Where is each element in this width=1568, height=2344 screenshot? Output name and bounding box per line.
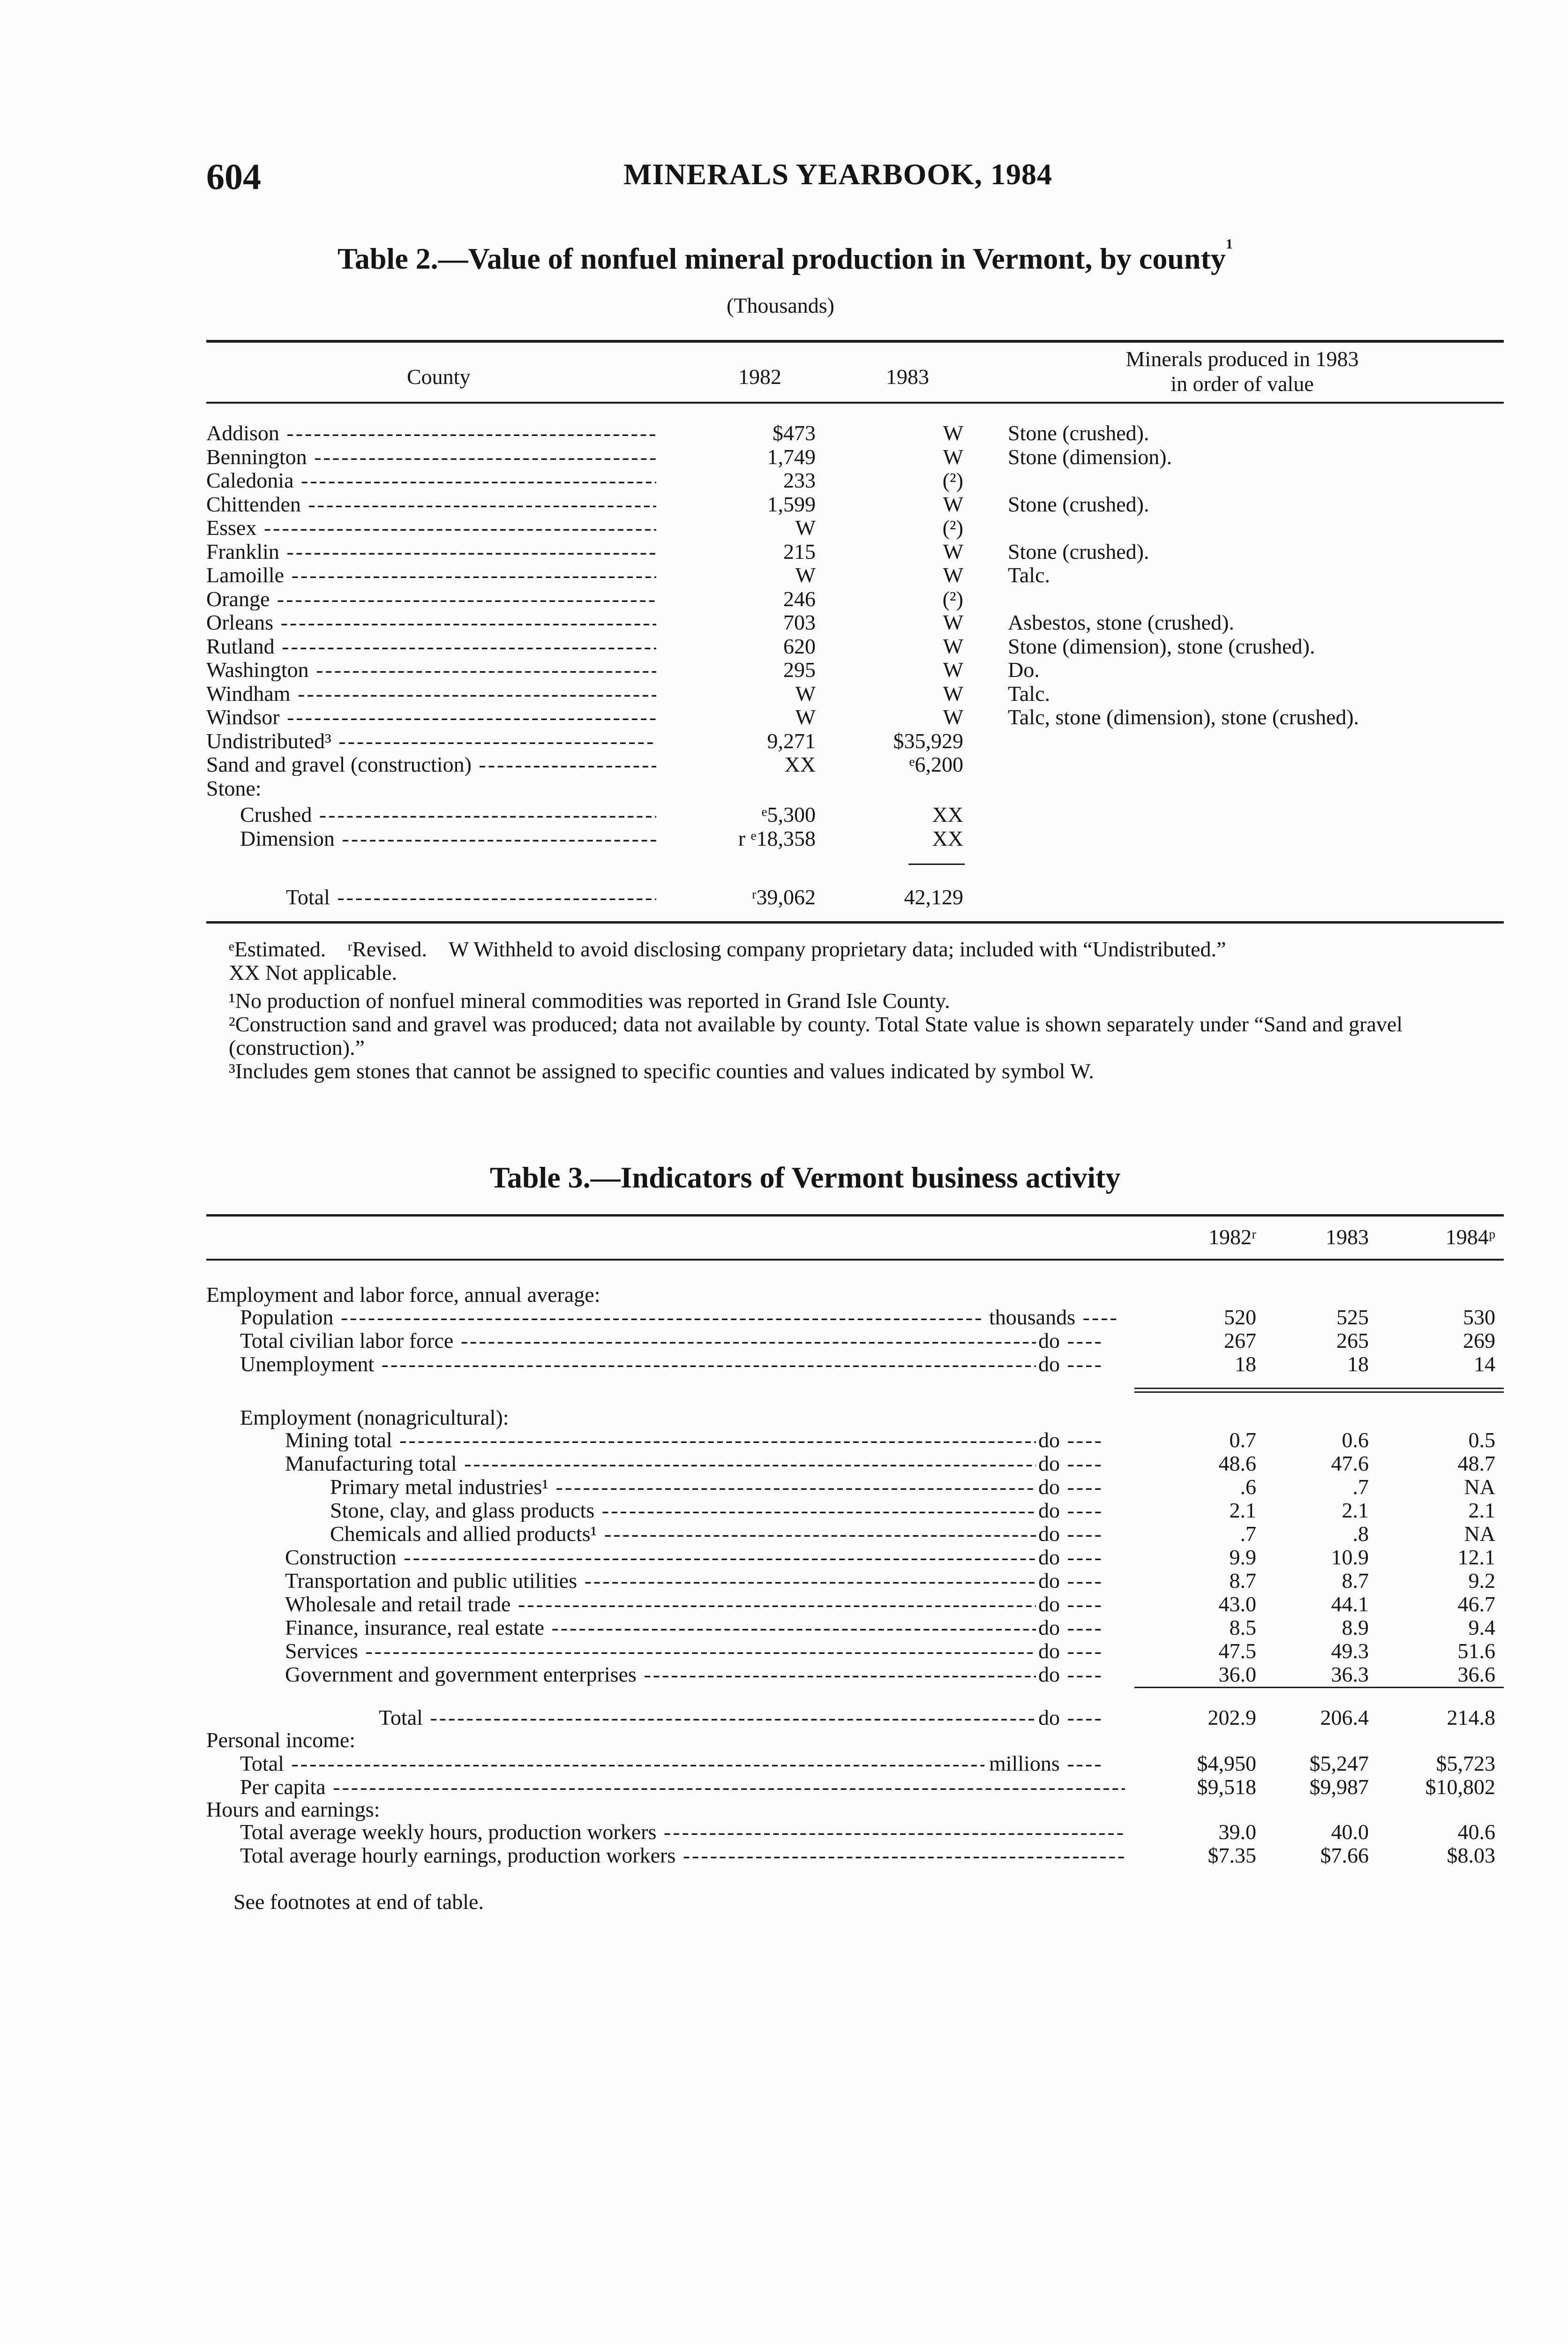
value-1983: $9,987 xyxy=(1309,1775,1369,1799)
row-unit: do ---- xyxy=(1038,1570,1103,1592)
value-1982: W xyxy=(795,563,816,587)
value-1982: 9,271 xyxy=(767,729,816,753)
row-label: Manufacturing total ----- xyxy=(285,1452,1036,1475)
value-1983: 49.3 xyxy=(1331,1639,1369,1663)
row-label: Chemicals and allied products¹ ----- xyxy=(330,1523,1036,1545)
county-label: Rutland ----- xyxy=(206,635,656,658)
row-label: Primary metal industries¹ ----- xyxy=(330,1476,1036,1498)
value-1983: W xyxy=(943,681,963,706)
value-1983: (²) xyxy=(942,516,963,540)
value-1984: 530 xyxy=(1463,1305,1495,1329)
table3-emp-rule xyxy=(1134,1687,1504,1688)
table3-header-1983: 1983 xyxy=(1326,1225,1369,1249)
value-1983: XX xyxy=(932,803,963,826)
value-1984: 14 xyxy=(1474,1352,1495,1376)
value-1982: 215 xyxy=(783,539,816,563)
value-1982: 47.5 xyxy=(1218,1639,1256,1663)
minerals-produced: Stone (crushed). xyxy=(1008,492,1149,516)
total-1983: 42,129 xyxy=(904,885,963,909)
county-label: Windham ----- xyxy=(206,683,656,705)
value-1983: W xyxy=(943,539,963,563)
see-footnotes-note: See footnotes at end of table. xyxy=(233,1890,484,1914)
value-1984: 9.4 xyxy=(1468,1615,1495,1639)
row-unit: do ---- xyxy=(1038,1640,1103,1662)
table3-header-1982: 1982ʳ xyxy=(1208,1225,1256,1249)
value-1984: 51.6 xyxy=(1457,1639,1495,1663)
value-1982: r ᵉ18,358 xyxy=(738,826,816,850)
value-1984: 2.1 xyxy=(1468,1498,1495,1522)
value-1984: $5,723 xyxy=(1436,1751,1495,1775)
value-1982: 620 xyxy=(783,634,816,658)
total-label: Total ----- xyxy=(286,886,656,909)
value-1982: .6 xyxy=(1240,1475,1256,1499)
value-1982: 2.1 xyxy=(1229,1498,1256,1522)
minerals-produced: Talc. xyxy=(1008,563,1050,587)
county-label: Sand and gravel (construction) ----- xyxy=(206,753,656,776)
minerals-produced: Stone (dimension), stone (crushed). xyxy=(1008,634,1315,658)
value-1984: 0.5 xyxy=(1468,1428,1495,1452)
value-1984: $8.03 xyxy=(1447,1843,1495,1867)
value-1982: 9.9 xyxy=(1229,1545,1256,1569)
row-label: Stone, clay, and glass products ----- xyxy=(330,1499,1036,1522)
county-label: Orleans ----- xyxy=(206,611,656,634)
row-unit: do ---- xyxy=(1038,1429,1103,1451)
value-1982: $4,950 xyxy=(1197,1751,1256,1775)
row-label: Wholesale and retail trade ----- xyxy=(285,1593,1036,1615)
total-1982: ʳ39,062 xyxy=(751,885,816,909)
value-1983: W xyxy=(943,705,963,729)
value-1984: 36.6 xyxy=(1457,1662,1495,1686)
value-1983: W xyxy=(943,634,963,658)
value-1984: 40.6 xyxy=(1457,1820,1495,1844)
row-unit: do ---- xyxy=(1038,1663,1103,1686)
footnote: ²Construction sand and gravel was produced; data not available by county. Total State value is shown separately under “Sand and gravel (construction).” xyxy=(229,1012,1403,1059)
value-1983: 2.1 xyxy=(1342,1498,1369,1522)
value-1984: 48.7 xyxy=(1457,1451,1495,1475)
value-1983: 44.1 xyxy=(1331,1592,1369,1616)
county-label: Addison ----- xyxy=(206,422,656,444)
value-1982: 520 xyxy=(1224,1305,1256,1329)
table2-header-minerals-1: Minerals produced in 1983 xyxy=(1125,347,1359,371)
row-label: Total average hourly earnings, production workers ----- xyxy=(240,1844,1125,1867)
value-1982: 8.7 xyxy=(1229,1569,1256,1593)
county-label: Lamoille ----- xyxy=(206,564,656,586)
value-1983: 47.6 xyxy=(1331,1451,1369,1475)
county-label: Crushed ----- xyxy=(240,804,656,826)
row-label: Unemployment ----- xyxy=(240,1353,1036,1375)
value-1983: W xyxy=(943,492,963,516)
row-unit: do ---- xyxy=(1038,1452,1103,1475)
county-label: Washington ----- xyxy=(206,659,656,681)
value-1982: 39.0 xyxy=(1218,1820,1256,1844)
footnote: ¹No production of nonfuel mineral commodities was reported in Grand Isle County. xyxy=(229,989,950,1013)
value-1982: 18 xyxy=(1235,1352,1256,1376)
value-1982: 233 xyxy=(783,468,816,492)
row-label: Finance, insurance, real estate ----- xyxy=(285,1616,1036,1639)
county-label: Undistributed³ ----- xyxy=(206,730,656,752)
value-1982: 703 xyxy=(783,610,816,634)
value-1983: $5,247 xyxy=(1309,1751,1369,1775)
value-1983: ᵉ6,200 xyxy=(909,752,963,776)
value-1983: W xyxy=(943,563,963,587)
county-label: Essex ----- xyxy=(206,517,656,539)
value-1982: 1,599 xyxy=(767,492,816,516)
table3-header-rule xyxy=(206,1259,1504,1261)
table3-top-rule xyxy=(206,1214,1504,1217)
minerals-produced: Stone (dimension). xyxy=(1008,444,1172,469)
value-1984: NA xyxy=(1464,1475,1495,1499)
table2-total-rule xyxy=(908,864,965,865)
value-1983: .7 xyxy=(1352,1475,1369,1499)
row-unit: thousands ---- xyxy=(989,1306,1119,1329)
footnote: ᵉEstimated. ʳRevised. W Withheld to avoid disclosing company proprietary data; included with “Undistributed.” xyxy=(229,937,1226,961)
table3-title: Table 3.—Indicators of Vermont business activity xyxy=(490,1161,1121,1194)
value-1983: $7.66 xyxy=(1320,1843,1369,1867)
row-unit: millions ---- xyxy=(989,1752,1103,1775)
row-unit: do ---- xyxy=(1038,1616,1103,1639)
table2-top-rule xyxy=(206,340,1504,343)
row-label: Transportation and public utilities ----- xyxy=(285,1570,1036,1592)
running-title: MINERALS YEARBOOK, 1984 xyxy=(623,158,1052,191)
value-1983: W xyxy=(943,421,963,445)
value-1983: 206.4 xyxy=(1320,1705,1369,1729)
table3-header-1984: 1984ᵖ xyxy=(1445,1225,1495,1249)
table2-bottom-rule xyxy=(206,921,1504,924)
value-1982: W xyxy=(795,516,816,540)
value-1983: 8.9 xyxy=(1342,1615,1369,1639)
row-label: Per capita ----- xyxy=(240,1776,1125,1798)
row-unit: do ---- xyxy=(1038,1476,1103,1498)
table3-labor-rule-2 xyxy=(1134,1391,1504,1393)
row-unit: do ---- xyxy=(1038,1706,1103,1729)
county-label: Bennington ----- xyxy=(206,446,656,468)
county-label: Orange ----- xyxy=(206,588,656,610)
value-1982: W xyxy=(795,681,816,706)
row-unit: do ---- xyxy=(1038,1546,1103,1569)
table2-header-1983: 1983 xyxy=(886,365,929,389)
value-1982: 246 xyxy=(783,586,816,611)
value-1982: 48.6 xyxy=(1218,1451,1256,1475)
table2-header-rule xyxy=(206,402,1504,404)
value-1982: .7 xyxy=(1240,1522,1256,1546)
page-number: 604 xyxy=(206,156,261,197)
value-1983: 10.9 xyxy=(1331,1545,1369,1569)
value-1983: W xyxy=(943,444,963,469)
value-1984: $10,802 xyxy=(1425,1775,1495,1799)
row-label: Population ----- xyxy=(240,1306,984,1329)
row-label: Construction ----- xyxy=(285,1546,1036,1569)
value-1982: 295 xyxy=(783,658,816,682)
row-label: Total ----- xyxy=(240,1752,984,1775)
county-label: Chittenden ----- xyxy=(206,493,656,516)
value-1982: $9,518 xyxy=(1197,1775,1256,1799)
value-1983: 8.7 xyxy=(1342,1569,1369,1593)
minerals-produced: Talc. xyxy=(1008,681,1050,706)
value-1982: $7.35 xyxy=(1208,1843,1256,1867)
value-1983: $35,929 xyxy=(893,729,963,753)
row-unit: do ---- xyxy=(1038,1330,1103,1352)
table2-header-1982: 1982 xyxy=(738,365,781,389)
table2-header-minerals-2: in order of value xyxy=(1170,372,1314,396)
minerals-produced: Stone (crushed). xyxy=(1008,539,1149,563)
value-1984: NA xyxy=(1464,1522,1495,1546)
value-1983: W xyxy=(943,610,963,634)
value-1982: 8.5 xyxy=(1229,1615,1256,1639)
section-heading: Hours and earnings: xyxy=(206,1797,380,1821)
minerals-produced: Do. xyxy=(1008,658,1040,682)
row-label: Services ----- xyxy=(285,1640,1036,1662)
row-unit: do ---- xyxy=(1038,1593,1103,1615)
section-heading: Employment (nonagricultural): xyxy=(240,1405,509,1429)
row-label: Total average weekly hours, production workers ----- xyxy=(240,1821,1125,1843)
value-1982: ᵉ5,300 xyxy=(761,803,816,826)
value-1984: 214.8 xyxy=(1447,1705,1495,1729)
value-1983: .8 xyxy=(1352,1522,1369,1546)
minerals-produced: Asbestos, stone (crushed). xyxy=(1008,610,1234,634)
footnote: ³Includes gem stones that cannot be assigned to specific counties and values indicated by symbol W. xyxy=(229,1059,1094,1083)
section-heading: Personal income: xyxy=(206,1728,356,1752)
row-label: Total civilian labor force ----- xyxy=(240,1330,1036,1352)
county-label: Windsor ----- xyxy=(206,706,656,729)
section-heading: Employment and labor force, annual average: xyxy=(206,1283,600,1307)
stone-label: Stone: xyxy=(206,776,262,800)
value-1983: 36.3 xyxy=(1331,1662,1369,1686)
row-unit: do ---- xyxy=(1038,1523,1103,1545)
value-1984: 12.1 xyxy=(1457,1545,1495,1569)
value-1983: (²) xyxy=(942,586,963,611)
value-1982: W xyxy=(795,705,816,729)
value-1984: 46.7 xyxy=(1457,1592,1495,1616)
table2-subtitle: (Thousands) xyxy=(727,293,834,317)
value-1983: 525 xyxy=(1336,1305,1369,1329)
minerals-produced: Talc, stone (dimension), stone (crushed). xyxy=(1008,705,1359,729)
value-1982: 1,749 xyxy=(767,444,816,469)
value-1983: (²) xyxy=(942,468,963,492)
county-label: Caledonia ----- xyxy=(206,469,656,492)
value-1983: 18 xyxy=(1347,1352,1369,1376)
value-1984: 269 xyxy=(1463,1329,1495,1352)
value-1982: 267 xyxy=(1224,1329,1256,1352)
value-1983: XX xyxy=(932,826,963,850)
value-1982: 43.0 xyxy=(1218,1592,1256,1616)
row-unit: do ---- xyxy=(1038,1353,1103,1375)
row-label: Mining total ----- xyxy=(285,1429,1036,1451)
value-1983: 0.6 xyxy=(1342,1428,1369,1452)
value-1984: 9.2 xyxy=(1468,1569,1495,1593)
county-label: Franklin ----- xyxy=(206,541,656,563)
value-1982: 0.7 xyxy=(1229,1428,1256,1452)
county-label: Dimension ----- xyxy=(240,827,656,850)
value-1982: $473 xyxy=(773,421,816,445)
value-1982: XX xyxy=(784,752,816,776)
row-label: Total ----- xyxy=(379,1706,1036,1729)
row-label: Government and government enterprises ----- xyxy=(285,1663,1036,1686)
footnote: XX Not applicable. xyxy=(229,961,397,984)
value-1983: 40.0 xyxy=(1331,1820,1369,1844)
table2-title: Table 2.—Value of nonfuel mineral production in Vermont, by county$^1$ xyxy=(338,236,1233,275)
value-1983: W xyxy=(943,658,963,682)
minerals-produced: Stone (crushed). xyxy=(1008,421,1149,445)
table3-labor-rule-1 xyxy=(1134,1388,1504,1389)
table2-header-county: County xyxy=(407,365,471,389)
value-1982: 202.9 xyxy=(1208,1705,1256,1729)
row-unit: do ---- xyxy=(1038,1499,1103,1522)
value-1982: 36.0 xyxy=(1218,1662,1256,1686)
value-1983: 265 xyxy=(1336,1329,1369,1352)
